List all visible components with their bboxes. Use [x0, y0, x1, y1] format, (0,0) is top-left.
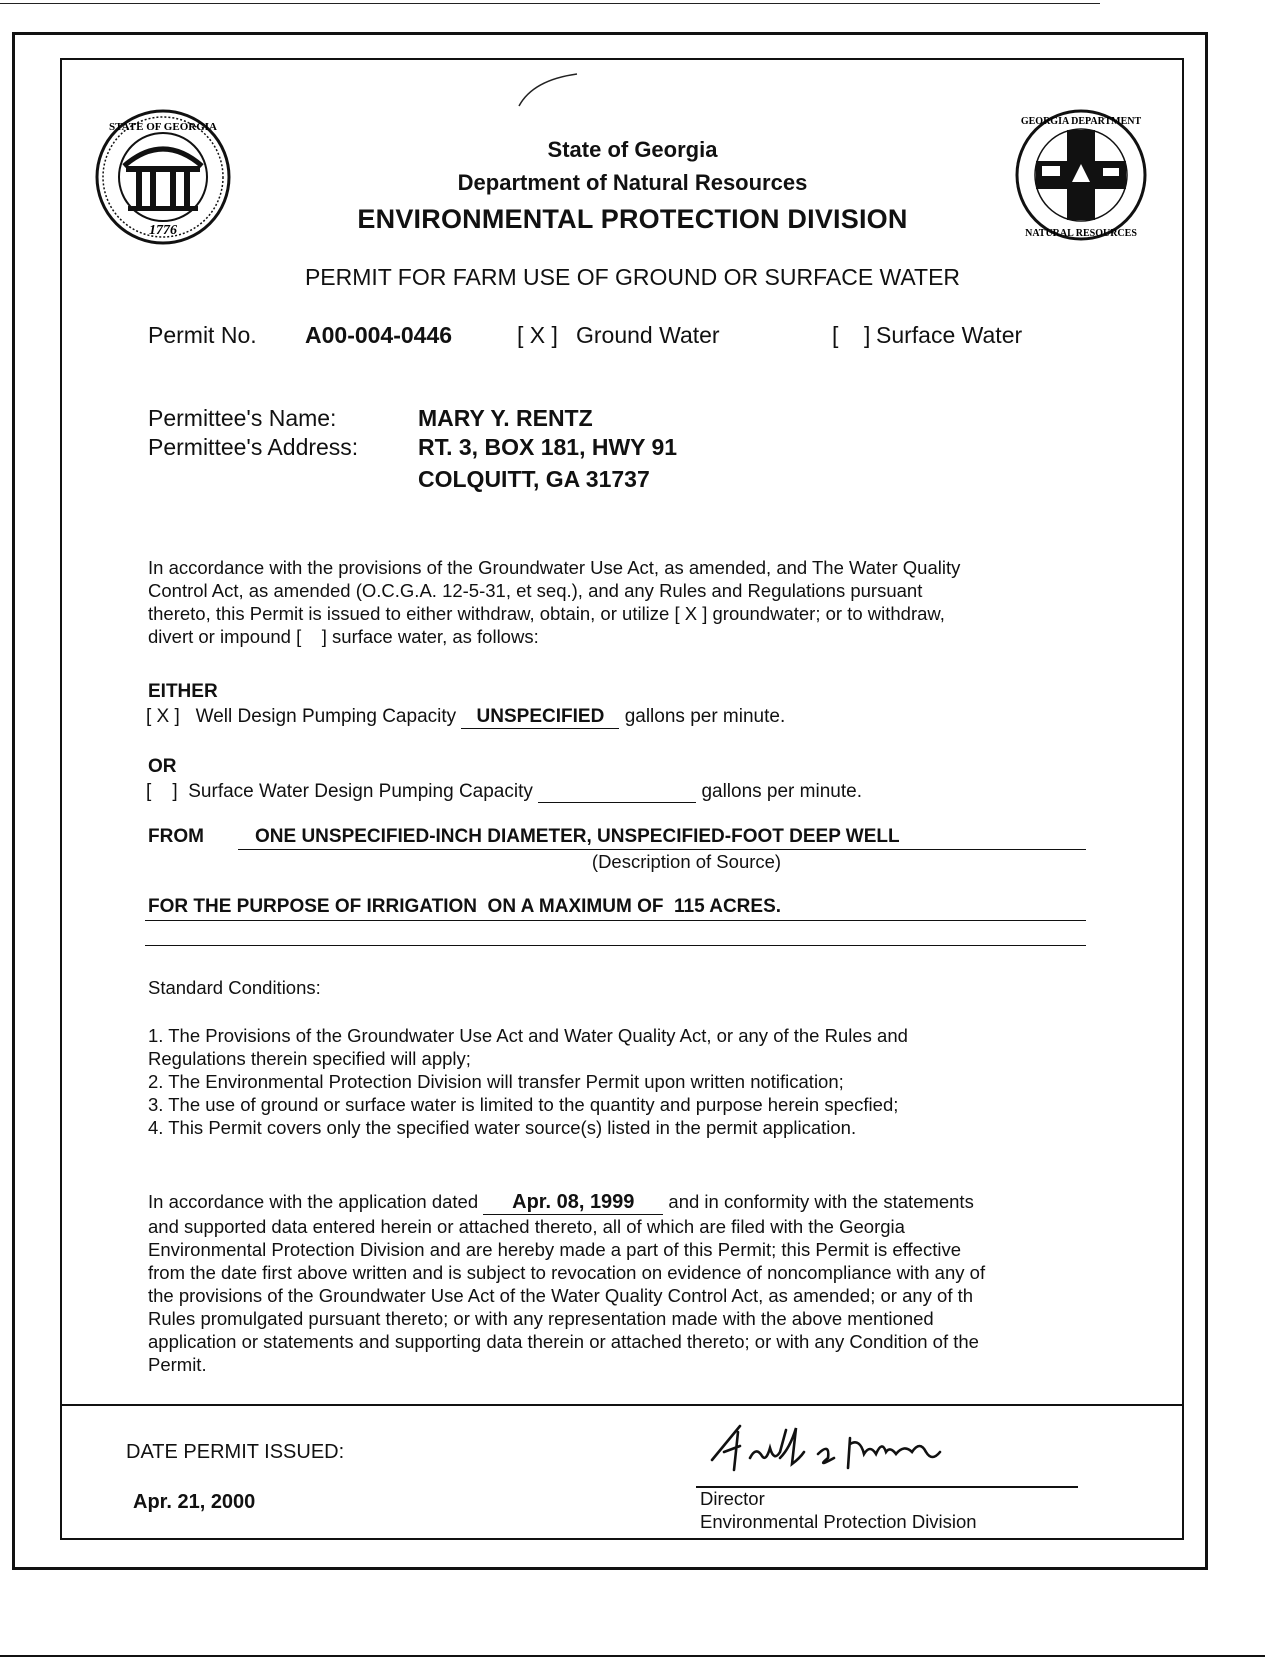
- signer-title: Director: [700, 1488, 765, 1509]
- surface-capacity-value[interactable]: [538, 783, 696, 803]
- condition-item: 1. The Provisions of the Groundwater Use Act and Water Quality Act, or any of the Rules and: [148, 1025, 908, 1046]
- permit-number: A00-004-0446: [305, 322, 453, 348]
- application-line: the provisions of the Groundwater Use Act of the Water Quality Control Act, as amended; or any of th: [148, 1285, 974, 1306]
- either-label: EITHER: [148, 681, 218, 702]
- conditions-list: [148, 1024, 1078, 1139]
- permittee-name: MARY Y. RENTZ: [418, 405, 593, 431]
- svg-text:NATURAL RESOURCES: NATURAL RESOURCES: [1025, 228, 1137, 239]
- intro-line: In accordance with the provisions of the Groundwater Use Act, as amended, and The Water Quality: [148, 557, 961, 578]
- blank-line: [145, 945, 1086, 946]
- scan-artifact-line-top: [0, 3, 1100, 4]
- permittee-address-line2: COLQUITT, GA 31737: [418, 466, 650, 492]
- svg-text:1776: 1776: [149, 223, 177, 238]
- application-line: Rules promulgated pursuant thereto; or with any representation made with the above mentioned: [148, 1308, 934, 1329]
- source-caption: (Description of Source): [591, 851, 782, 872]
- header-department: Department of Natural Resources: [457, 170, 808, 195]
- permittee-name-label: Permittee's Name:: [148, 405, 337, 431]
- well-capacity-row: [146, 706, 785, 729]
- conditions-title: Standard Conditions:: [148, 977, 321, 998]
- from-label: FROM: [148, 826, 204, 847]
- well-capacity-unit: gallons per minute.: [624, 706, 786, 727]
- svg-text:GEORGIA DEPARTMENT: GEORGIA DEPARTMENT: [1020, 116, 1142, 127]
- purpose-underline: [145, 920, 1086, 921]
- condition-item: 2. The Environmental Protection Division will transfer Permit upon written notification;: [148, 1071, 844, 1092]
- date-issued-label: DATE PERMIT ISSUED:: [126, 1441, 345, 1463]
- surface-capacity-row: [146, 781, 862, 803]
- condition-item: 3. The use of ground or surface water is limited to the quantity and purpose herein specfied;: [148, 1094, 899, 1115]
- application-line: Environmental Protection Division and are hereby made a part of this Permit; this Permit is effective: [148, 1239, 961, 1260]
- pen-mark-icon: [515, 70, 585, 110]
- header-state: State of Georgia: [547, 137, 718, 162]
- well-checkbox[interactable]: [ X ]: [146, 706, 180, 727]
- intro-line: Control Act, as amended (O.C.G.A. 12-5-31, et seq.), and any Rules and Regulations pursuant: [148, 580, 923, 601]
- intro-paragraph: [148, 556, 1078, 648]
- surface-water-label: Surface Water: [876, 322, 1023, 348]
- director-signature: [700, 1418, 1000, 1480]
- intro-line: divert or impound [ ] surface water, as follows:: [148, 626, 539, 647]
- well-capacity-value[interactable]: UNSPECIFIED: [461, 706, 619, 729]
- application-prefix: In accordance with the application dated: [148, 1191, 479, 1212]
- application-date: Apr. 08, 1999: [483, 1191, 663, 1215]
- intro-line: thereto, this Permit is issued to either withdraw, obtain, or utilize [ X ] groundwater; or to withdraw,: [148, 603, 945, 624]
- ground-water-checkbox[interactable]: [ X ]: [517, 322, 558, 348]
- svg-text:STATE OF GEORGIA: STATE OF GEORGIA: [109, 121, 217, 133]
- application-line: from the date first above written and is subject to revocation on evidence of noncompliance with any of: [148, 1262, 986, 1283]
- application-paragraph: [148, 1190, 1108, 1376]
- application-line: and supported data entered herein or attached thereto, all of which are filed with the Georgia: [148, 1216, 905, 1237]
- application-suffix: and in conformity with the statements: [668, 1191, 974, 1212]
- source-underline: [238, 849, 1086, 850]
- condition-item: Regulations therein specified will apply;: [148, 1048, 471, 1069]
- application-line: application or statements and supporting data therein or attached thereto; or with any Condition of the: [148, 1331, 979, 1352]
- application-line: Permit.: [148, 1354, 207, 1375]
- signer-division: Environmental Protection Division: [700, 1511, 977, 1532]
- surface-capacity-unit: gallons per minute.: [701, 781, 862, 802]
- permittee-address-line1: RT. 3, BOX 181, HWY 91: [418, 434, 678, 460]
- permit-title: PERMIT FOR FARM USE OF GROUND OR SURFACE WATER: [304, 264, 961, 290]
- date-issued-value: Apr. 21, 2000: [133, 1491, 256, 1513]
- header-division: ENVIRONMENTAL PROTECTION DIVISION: [357, 204, 908, 234]
- scan-artifact-line-bottom: [0, 1655, 1265, 1657]
- permit-number-label: Permit No.: [148, 322, 257, 348]
- source-description: ONE UNSPECIFIED-INCH DIAMETER, UNSPECIFIED-FOOT DEEP WELL: [255, 826, 900, 847]
- surface-water-checkbox[interactable]: [ ]: [832, 322, 871, 348]
- permittee-address-label: Permittee's Address:: [148, 434, 359, 460]
- condition-item: 4. This Permit covers only the specified water source(s) listed in the permit application.: [148, 1117, 857, 1138]
- surface-checkbox[interactable]: [ ]: [146, 781, 178, 802]
- ground-water-label: Ground Water: [576, 322, 720, 348]
- surface-capacity-label: Surface Water Design Pumping Capacity: [188, 781, 533, 802]
- footer-divider: [60, 1404, 1182, 1406]
- application-first-line: [148, 1190, 1108, 1215]
- or-label: OR: [148, 756, 177, 777]
- well-capacity-label: Well Design Pumping Capacity: [195, 706, 457, 727]
- purpose-statement: FOR THE PURPOSE OF IRRIGATION ON A MAXIMUM OF 115 ACRES.: [148, 896, 782, 917]
